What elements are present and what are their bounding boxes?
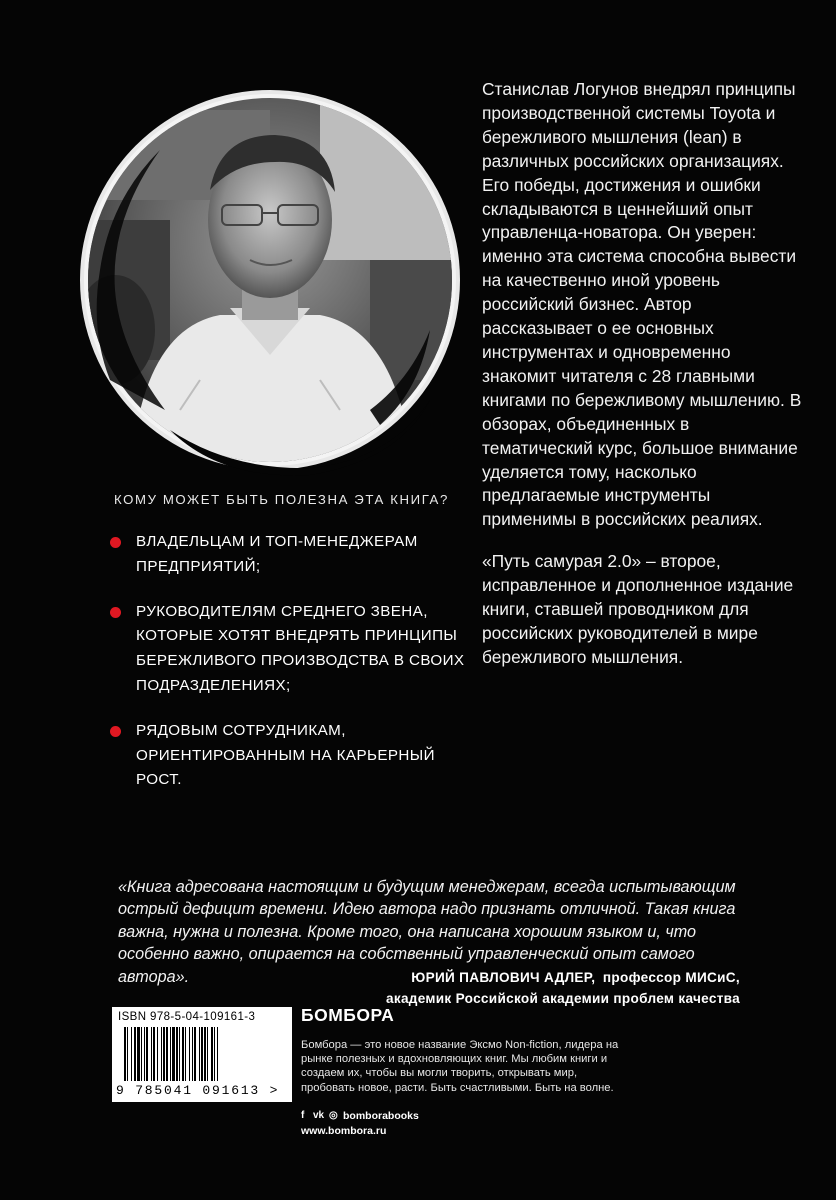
description-paragraph-1: Станислав Логунов внедрял принципы производственной системы Toyota и бережливого мышления (lean) в различных российских организациях. Его победы, достижения и ошибки складываются в ценнейший опыт управленца-новатора. Он уверен: именно эта система способна вывести на качественно иной уровень российский бизнес. Автор рассказывает о ее основных инструментах и одновременно знакомит читателя с 28 главными книгами по бережливому мышлению. В обзорах, объединенных в тематический курс, большое внимание уделяется тому, насколько предлагаемые инструменты применимы в российских реалиях. (482, 79, 802, 530)
audience-list (110, 530, 470, 813)
author-portrait (70, 80, 470, 480)
quote-author (300, 968, 740, 1009)
author-role-2: академик Российской академии проблем качества (385, 990, 740, 1006)
facebook-icon: f (301, 1110, 305, 1121)
instagram-icon: ◎ (329, 1110, 338, 1121)
author-name: ЮРИЙ ПАВЛОВИЧ АДЛЕР, (411, 970, 596, 985)
publisher-description: Бомбора — это новое название Эксмо Non-fiction, лидера на рынке полезных и вдохновляющих книг. Мы любим книги и создаем их, чтобы вы могли творить, открывать мир, пробовать новое, расти. Быть счастливыми. Быть на волне. (301, 1039, 619, 1094)
red-bullet-icon (110, 537, 121, 548)
red-bullet-icon (110, 607, 121, 618)
barcode (112, 1007, 292, 1102)
social-handle: bomborabooks (343, 1110, 419, 1122)
social-links (301, 1110, 419, 1122)
description-paragraph-2: «Путь самурая 2.0» – второе, исправленное и дополненное издание книги, ставшей проводником для российских руководителей в мире бережливого мышления. (482, 551, 794, 667)
audience-item-text: РЯДОВЫМ СОТРУДНИКАМ, ОРИЕНТИРОВАННЫМ НА КАРЬЕРНЫЙ РОСТ. (136, 721, 435, 789)
barcode-bars (122, 1027, 282, 1083)
audience-item-text: РУКОВОДИТЕЛЯМ СРЕДНЕГО ЗВЕНА, КОТОРЫЕ ХОТЯТ ВНЕДРЯТЬ ПРИНЦИПЫ БЕРЕЖЛИВОГО ПРОИЗВОДСТВА В СВОИХ ПОДРАЗДЕЛЕНИЯХ; (136, 602, 465, 694)
audience-item-text: ВЛАДЕЛЬЦАМ И ТОП-МЕНЕДЖЕРАМ ПРЕДПРИЯТИЙ; (136, 533, 418, 575)
audience-item (110, 530, 470, 580)
audience-item (110, 719, 470, 793)
publisher-website: www.bombora.ru (301, 1125, 387, 1137)
barcode-number: 9 785041 091613 > (116, 1083, 280, 1098)
book-description (482, 78, 802, 688)
red-bullet-icon (110, 726, 121, 737)
portrait-image (70, 80, 470, 480)
author-role-1: профессор МИСиС, (602, 970, 740, 985)
publisher-logo: БОМБОРА (301, 1005, 395, 1025)
audience-heading: КОМУ МОЖЕТ БЫТЬ ПОЛЕЗНА ЭТА КНИГА? (114, 492, 449, 507)
vk-icon: vk (313, 1110, 325, 1121)
review-quote: «Книга адресована настоящим и будущим менеджерам, всегда испытывающим острый дефицит времени. Идею автора надо признать отличной. Такая книга важна, нужна и полезна. Кроме того, она написана хорошим языком и, что особенно важно, опирается на собственный управленческий опыт самого автора». (118, 878, 736, 986)
isbn-label: ISBN 978-5-04-109161-3 (118, 1011, 256, 1023)
audience-item (110, 600, 470, 699)
